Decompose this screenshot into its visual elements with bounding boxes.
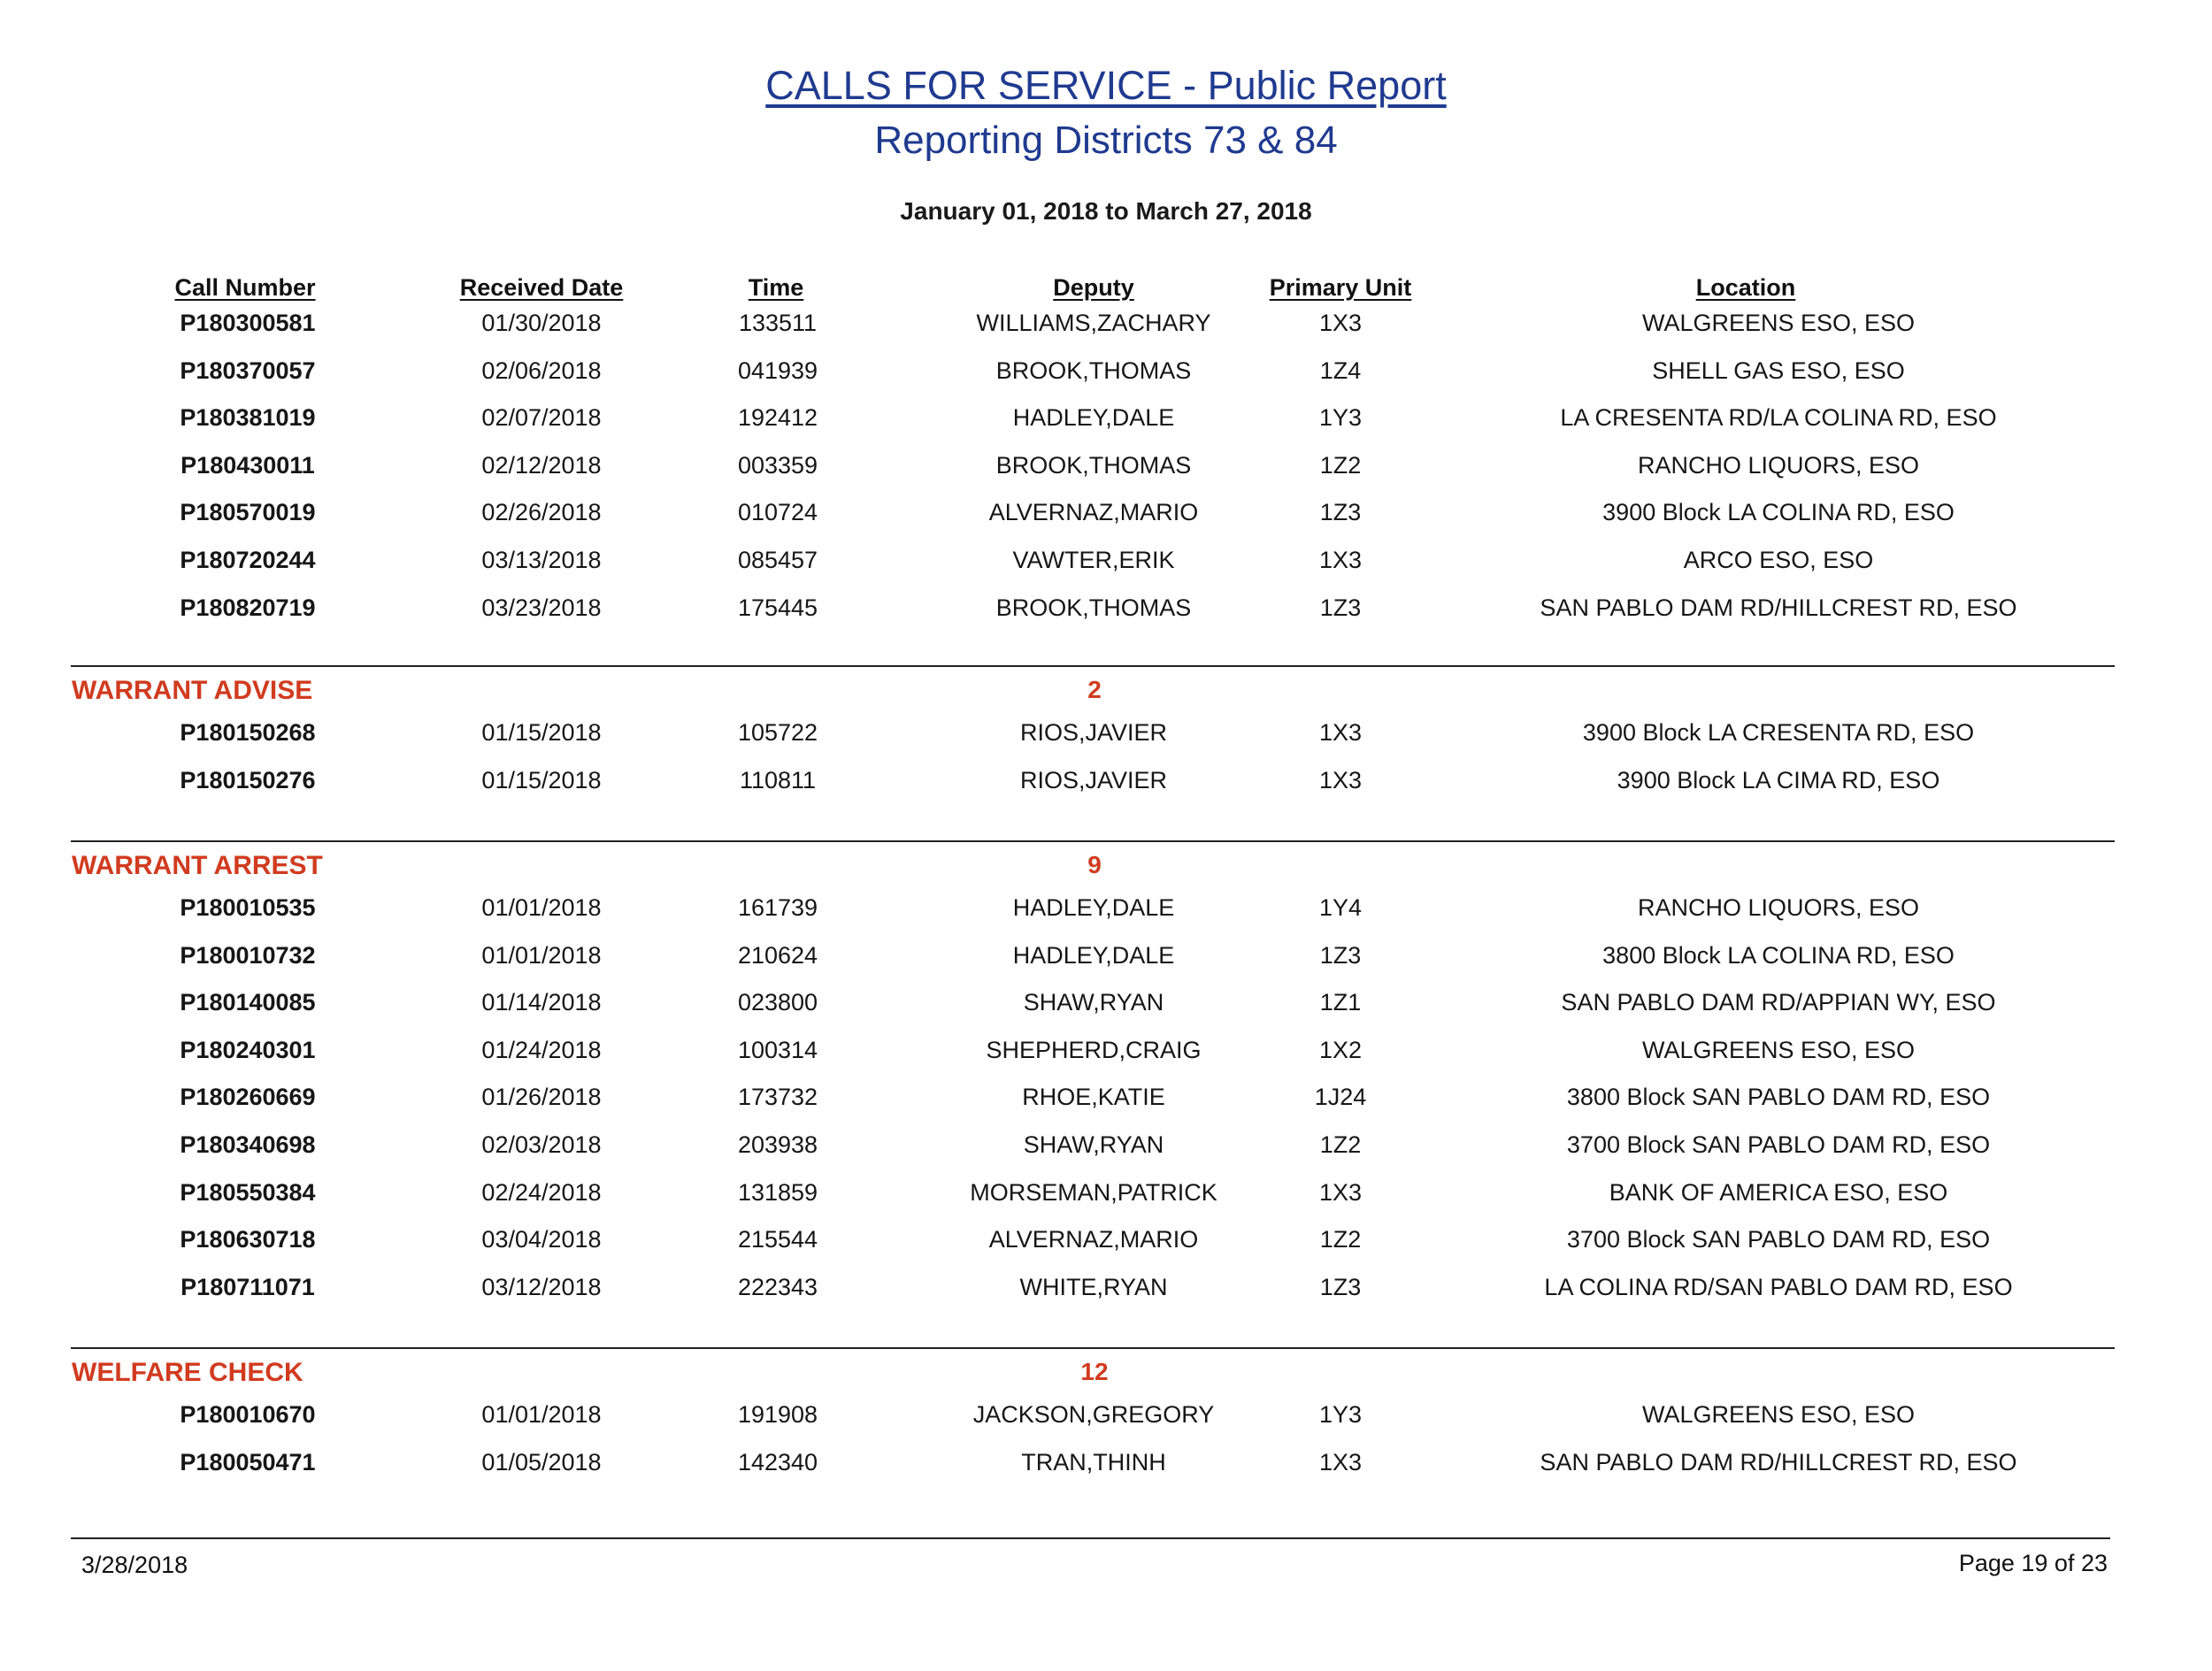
deputy-cell: SHAW,RYAN [1023,989,1164,1016]
table-row [0,896,2212,931]
deputy-cell: RIOS,JAVIER [1019,719,1168,746]
table-row [0,1273,2212,1311]
table-row [0,451,2212,489]
primary-unit-cell: 1X2 [1318,1036,1363,1063]
table-row [0,941,2212,979]
deputy-cell: SHEPHERD,CRAIG [986,1036,1202,1063]
column-header-time: Time [748,274,804,301]
received-date-cell: 01/24/2018 [481,1036,602,1063]
primary-unit-cell: 1Z2 [1319,451,1362,479]
received-date-cell: 01/26/2018 [481,1084,602,1111]
call-number-cell: P180570019 [180,499,316,526]
received-date-cell: 01/15/2018 [481,719,602,746]
section-title: WARRANT ARREST [72,851,323,880]
location-cell: RANCHO LIQUORS, ESO [1637,894,1920,921]
received-date-cell: 01/01/2018 [481,941,602,969]
time-cell: 003359 [737,451,818,479]
deputy-cell: SHAW,RYAN [1023,1131,1164,1158]
location-cell: RANCHO LIQUORS, ESO [1637,451,1920,479]
call-number-cell: P180820719 [180,594,316,621]
received-date-cell: 01/01/2018 [481,894,602,921]
location-cell: LA COLINA RD/SAN PABLO DAM RD, ESO [1544,1273,2013,1300]
call-number-cell: P180370057 [180,356,316,384]
section-divider [71,840,2115,842]
table-row [0,1448,2212,1486]
received-date-cell: 02/26/2018 [481,499,602,526]
call-number-cell: P180010732 [180,941,316,969]
location-cell: SAN PABLO DAM RD/APPIAN WY, ESO [1561,989,1996,1016]
table-row [0,596,2212,632]
location-cell: 3900 Block LA COLINA RD, ESO [1602,499,1955,526]
call-number-cell: P180150268 [180,719,316,746]
location-cell: SAN PABLO DAM RD/HILLCREST RD, ESO [1540,1448,2017,1476]
location-cell: 3800 Block SAN PABLO DAM RD, ESO [1566,1084,1991,1111]
time-cell: 215544 [737,1226,818,1253]
report-title: CALLS FOR SERVICE - Public Report [765,63,1447,108]
location-cell: 3900 Block LA CIMA RD, ESO [1617,766,1940,793]
section-title: WELFARE CHECK [72,1358,303,1387]
column-header-call-number: Call Number [174,274,316,301]
deputy-cell: MORSEMAN,PATRICK [970,1178,1217,1206]
section-divider [71,665,2115,667]
time-cell: 131859 [737,1178,818,1206]
time-cell: 110811 [739,766,817,793]
primary-unit-cell: 1Z3 [1319,499,1362,526]
time-cell: 010724 [737,499,818,526]
received-date-cell: 02/12/2018 [481,451,602,479]
location-cell: 3700 Block SAN PABLO DAM RD, ESO [1566,1131,1991,1158]
time-cell: 173732 [737,1084,818,1111]
column-header-primary-unit: Primary Unit [1269,274,1412,301]
time-cell: 142340 [737,1448,818,1476]
footer-divider [71,1537,2110,1539]
footer-page-number: Page 19 of 23 [1958,1550,2108,1576]
call-number-cell: P180720244 [180,547,316,573]
location-cell: LA CRESENTA RD/LA COLINA RD, ESO [1560,404,1997,432]
primary-unit-cell: 1J24 [1314,1084,1367,1111]
table-row [0,1403,2212,1438]
primary-unit-cell: 1X3 [1318,766,1363,793]
section-count: 9 [1087,851,1102,878]
call-number-cell: P180430011 [180,451,315,479]
primary-unit-cell: 1X3 [1318,547,1363,573]
primary-unit-cell: 1Z1 [1319,989,1362,1016]
time-cell: 222343 [737,1273,818,1300]
time-cell: 203938 [737,1131,818,1158]
deputy-cell: BROOK,THOMAS [995,594,1192,621]
deputy-cell: ALVERNAZ,MARIO [988,499,1199,526]
primary-unit-cell: 1X3 [1318,1448,1363,1476]
deputy-cell: HADLEY,DALE [1012,894,1175,921]
time-cell: 175445 [737,594,818,621]
report-date-range: January 01, 2018 to March 27, 2018 [900,197,1312,225]
deputy-cell: ALVERNAZ,MARIO [988,1226,1199,1253]
location-cell: 3900 Block LA CRESENTA RD, ESO [1582,719,1975,746]
call-number-cell: P180260669 [180,1084,316,1111]
deputy-cell: JACKSON,GREGORY [972,1401,1215,1428]
table-row [0,991,2212,1026]
table-row [0,501,2212,536]
table-row [0,1036,2212,1074]
table-row [0,1178,2212,1216]
received-date-cell: 02/07/2018 [481,404,602,432]
call-number-cell: P180150276 [180,766,316,793]
deputy-cell: BROOK,THOMAS [995,451,1192,479]
received-date-cell: 03/12/2018 [481,1273,602,1300]
location-cell: WALGREENS ESO, ESO [1641,1036,1916,1063]
table-row [0,406,2212,441]
received-date-cell: 02/24/2018 [481,1178,602,1206]
call-number-cell: P180630718 [180,1226,316,1253]
location-cell: SAN PABLO DAM RD/HILLCREST RD, ESO [1540,594,2017,621]
table-row [0,356,2212,395]
received-date-cell: 01/14/2018 [481,989,602,1016]
deputy-cell: WHITE,RYAN [1019,1273,1168,1300]
location-cell: 3800 Block LA COLINA RD, ESO [1602,941,1955,969]
deputy-cell: VAWTER,ERIK [1012,547,1175,573]
time-cell: 161739 [737,894,818,921]
time-cell: 100314 [737,1036,818,1063]
deputy-cell: WILLIAMS,ZACHARY [976,310,1211,336]
time-cell: 023800 [737,989,818,1016]
received-date-cell: 03/04/2018 [481,1226,602,1253]
primary-unit-cell: 1X3 [1318,1178,1363,1206]
primary-unit-cell: 1Y3 [1318,404,1363,432]
deputy-cell: RHOE,KATIE [1022,1084,1165,1111]
location-cell: WALGREENS ESO, ESO [1641,1401,1916,1428]
section-divider [71,1347,2115,1349]
time-cell: 191908 [737,1401,818,1428]
location-cell: BANK OF AMERICA ESO, ESO [1609,1178,1948,1206]
call-number-cell: P180240301 [180,1036,316,1063]
column-header-location: Location [1695,274,1796,301]
call-number-cell: P180300581 [180,310,316,336]
primary-unit-cell: 1Z2 [1319,1226,1362,1253]
primary-unit-cell: 1Y4 [1318,894,1363,921]
received-date-cell: 02/06/2018 [481,356,602,384]
call-number-cell: P180050471 [180,1448,316,1476]
received-date-cell: 01/30/2018 [481,310,602,336]
time-cell: 192412 [737,404,818,432]
primary-unit-cell: 1Z2 [1319,1131,1362,1158]
primary-unit-cell: 1X3 [1318,310,1363,336]
table-row [0,1133,2212,1169]
report-subtitle: Reporting Districts 73 & 84 [874,119,1338,162]
received-date-cell: 03/13/2018 [481,547,602,573]
primary-unit-cell: 1Z3 [1319,941,1362,969]
table-row [0,311,2212,347]
call-number-cell: P180010670 [180,1401,316,1428]
table-row [0,1085,2212,1121]
section-count: 12 [1080,1358,1109,1385]
table-row [0,766,2212,804]
location-cell: SHELL GAS ESO, ESO [1652,356,1905,384]
deputy-cell: HADLEY,DALE [1012,941,1175,969]
call-number-cell: P180010535 [180,894,316,921]
received-date-cell: 01/05/2018 [481,1448,602,1476]
primary-unit-cell: 1Z3 [1319,594,1362,621]
call-number-cell: P180550384 [180,1178,316,1206]
deputy-cell: HADLEY,DALE [1012,404,1175,432]
primary-unit-cell: 1Z4 [1319,356,1362,384]
primary-unit-cell: 1Y3 [1318,1401,1363,1428]
table-row [0,1228,2212,1263]
received-date-cell: 01/01/2018 [481,1401,602,1428]
section-count: 2 [1087,676,1102,703]
call-number-cell: P180340698 [180,1131,316,1158]
received-date-cell: 01/15/2018 [481,766,602,793]
deputy-cell: RIOS,JAVIER [1019,766,1168,793]
time-cell: 041939 [737,356,818,384]
time-cell: 133511 [738,310,818,336]
location-cell: 3700 Block SAN PABLO DAM RD, ESO [1566,1226,1991,1253]
section-title: WARRANT ADVISE [72,676,313,705]
table-row [0,548,2212,584]
received-date-cell: 03/23/2018 [481,594,602,621]
time-cell: 210624 [737,941,818,969]
table-row [0,721,2212,756]
time-cell: 085457 [737,547,818,573]
time-cell: 105722 [737,719,818,746]
column-header-deputy: Deputy [1053,274,1134,301]
call-number-cell: P180711071 [180,1273,315,1300]
location-cell: ARCO ESO, ESO [1683,547,1874,573]
primary-unit-cell: 1X3 [1318,719,1363,746]
location-cell: WALGREENS ESO, ESO [1641,310,1916,336]
column-header-received-date: Received Date [459,274,624,301]
received-date-cell: 02/03/2018 [481,1131,602,1158]
footer-print-date: 3/28/2018 [81,1552,188,1578]
deputy-cell: BROOK,THOMAS [995,356,1192,384]
call-number-cell: P180381019 [180,404,316,432]
deputy-cell: TRAN,THINH [1021,1448,1166,1476]
primary-unit-cell: 1Z3 [1319,1273,1362,1300]
call-number-cell: P180140085 [180,989,316,1016]
